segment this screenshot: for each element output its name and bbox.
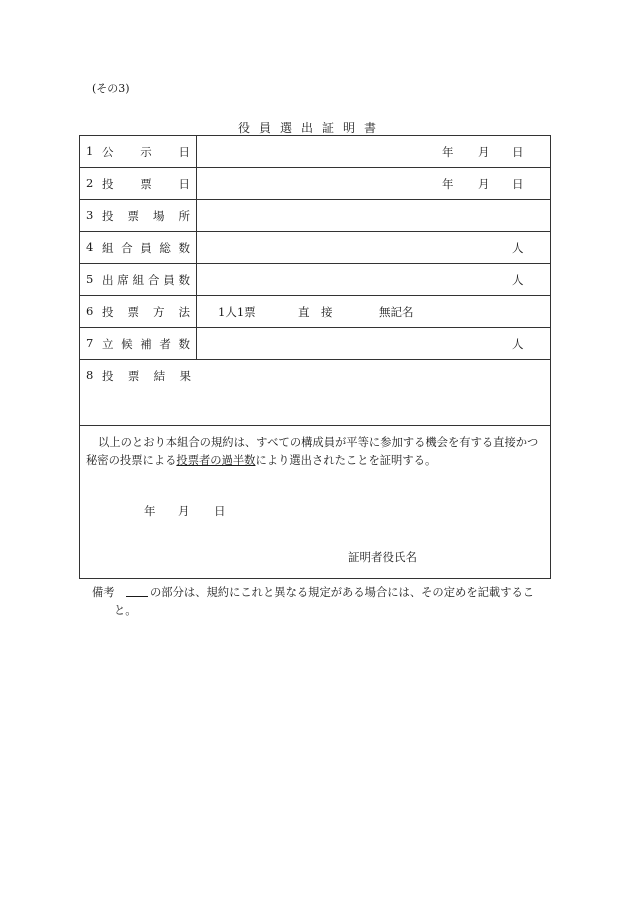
row-number: 8 — [86, 368, 94, 382]
cert-day-label: 日 — [214, 504, 226, 518]
row-label: 投 票 日 — [102, 177, 190, 191]
row-label-cell — [80, 168, 197, 199]
unit-person: 人 — [512, 273, 524, 287]
row-number: 2 — [86, 176, 94, 190]
row-label: 立 候 補 者 数 — [102, 337, 190, 351]
row-label: 出 席 組 合 員 数 — [102, 273, 190, 287]
certification-text-after: により選出されたことを証明する。 — [255, 454, 437, 467]
row-number: 1 — [86, 144, 94, 158]
unit-person: 人 — [512, 337, 524, 351]
year-label: 年 — [442, 145, 454, 159]
row-notice-date — [80, 136, 550, 168]
row-number: 3 — [86, 208, 94, 222]
row-candidate-count — [80, 328, 550, 360]
row-label-cell — [80, 232, 197, 263]
remarks-text: の部分は、規約にこれと異なる規定がある場合には、その定めを記載するこ — [150, 586, 535, 599]
row-label-cell — [80, 200, 197, 231]
row-label: 投 票 結 果 — [102, 369, 191, 383]
row-label: 組 合 員 総 数 — [102, 241, 190, 255]
remarks-text-continuation: と。 — [114, 604, 137, 617]
day-label: 日 — [512, 177, 524, 191]
month-label: 月 — [478, 177, 490, 191]
row-label: 投 票 方 法 — [102, 305, 190, 319]
row-voting-method — [80, 296, 550, 328]
method-direct: 直 接 — [298, 305, 333, 319]
day-label: 日 — [512, 145, 524, 159]
document-title: 役員選出証明書 — [238, 121, 386, 135]
row-voting-place — [80, 200, 550, 232]
cert-year-label: 年 — [144, 504, 156, 518]
row-label-cell — [80, 328, 197, 359]
method-secret: 無記名 — [379, 305, 414, 319]
certification-underlined-text: 投票者の過半数 — [176, 454, 256, 467]
row-label-cell — [80, 360, 197, 425]
row-label-cell — [80, 136, 197, 167]
row-number: 7 — [86, 336, 94, 350]
row-attending-members — [80, 264, 550, 296]
month-label: 月 — [478, 145, 490, 159]
certificate-form-table — [79, 135, 551, 579]
row-label-cell — [80, 296, 197, 327]
remarks-label: 備考 — [92, 586, 115, 599]
underline-blank-marker — [126, 596, 148, 597]
row-number: 4 — [86, 240, 94, 254]
unit-person: 人 — [512, 241, 524, 255]
row-voting-date — [80, 168, 550, 200]
method-one-vote: 1人1票 — [218, 305, 256, 319]
row-voting-result — [80, 360, 550, 426]
certification-block — [80, 426, 550, 578]
certification-statement — [86, 434, 548, 470]
row-total-members — [80, 232, 550, 264]
form-number-label: (その3) — [92, 82, 130, 95]
row-number: 6 — [86, 304, 94, 318]
row-label: 公 示 日 — [102, 145, 190, 159]
certifier-name-label: 証明者役氏名 — [348, 550, 417, 564]
cert-month-label: 月 — [178, 504, 190, 518]
certification-text-before: 以上のとおり本組合の規約は、すべての構成員が平等に参加する機会を有する直接かつ秘密の投票による — [86, 436, 539, 467]
year-label: 年 — [442, 177, 454, 191]
row-label: 投 票 場 所 — [102, 209, 190, 223]
row-number: 5 — [86, 272, 94, 286]
row-label-cell — [80, 264, 197, 295]
